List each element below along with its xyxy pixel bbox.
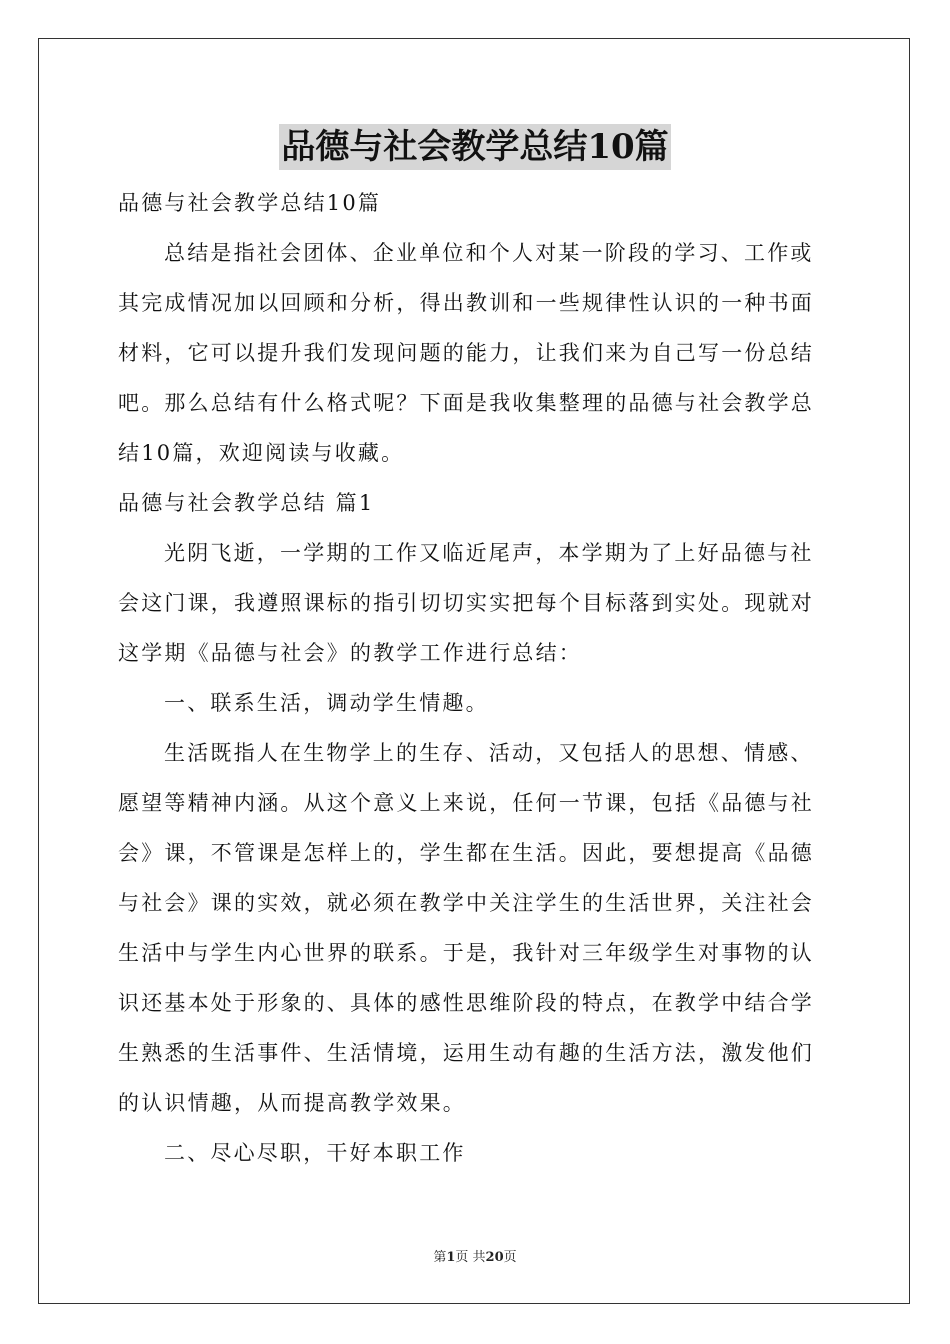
text-line: 这学期《品德与社会》的教学工作进行总结： xyxy=(118,641,582,665)
text-line: 其完成情况加以回顾和分析，得出教训和一些规律性认识的一种书面 xyxy=(118,291,814,315)
text-line: 会这门课，我遵照课标的指引切切实实把每个目标落到实处。现就对 xyxy=(118,591,814,615)
text-line: 光阴飞逝，一学期的工作又临近尾声，本学期为了上好品德与社 xyxy=(164,541,814,565)
text-line: 吧。那么总结有什么格式呢？下面是我收集整理的品德与社会教学总 xyxy=(118,391,814,415)
text-line: 材料，它可以提升我们发现问题的能力，让我们来为自己写一份总结 xyxy=(118,341,814,365)
text-line: 一、联系生活，调动学生情趣。 xyxy=(164,691,489,715)
text-line: 品德与社会教学总结 篇1 xyxy=(118,491,375,515)
document-title: 品德与社会教学总结10篇 xyxy=(279,124,670,170)
text-line: 识还基本处于形象的、具体的感性思维阶段的特点，在教学中结合学 xyxy=(118,991,814,1015)
footer-page-mid: 页 共 xyxy=(455,1250,486,1265)
text-line: 总结是指社会团体、企业单位和个人对某一阶段的学习、工作或 xyxy=(164,241,814,265)
text-line: 生活中与学生内心世界的联系。于是，我针对三年级学生对事物的认 xyxy=(118,941,814,965)
footer-page-current: 1 xyxy=(446,1250,456,1265)
text-line: 二、尽心尽职，干好本职工作 xyxy=(164,1141,466,1165)
text-line: 与社会》课的实效，就必须在教学中关注学生的生活世界，关注社会 xyxy=(118,891,814,915)
title-container xyxy=(0,124,950,170)
document-body xyxy=(118,178,838,1178)
text-line: 品德与社会教学总结10篇 xyxy=(118,191,382,215)
text-line: 生活既指人在生物学上的生存、活动，又包括人的思想、情感、 xyxy=(164,741,814,765)
footer-page-total: 20 xyxy=(485,1250,504,1265)
text-line: 愿望等精神内涵。从这个意义上来说，任何一节课，包括《品德与社 xyxy=(118,791,814,815)
text-line: 结10篇，欢迎阅读与收藏。 xyxy=(118,441,405,465)
page-footer xyxy=(0,1246,950,1265)
footer-page-suffix: 页 xyxy=(503,1250,517,1265)
text-line: 生熟悉的生活事件、生活情境，运用生动有趣的生活方法，激发他们 xyxy=(118,1041,814,1065)
footer-page-prefix: 第 xyxy=(433,1250,447,1265)
text-line: 会》课，不管课是怎样上的，学生都在生活。因此，要想提高《品德 xyxy=(118,841,814,865)
text-line: 的认识情趣，从而提高教学效果。 xyxy=(118,1091,466,1115)
